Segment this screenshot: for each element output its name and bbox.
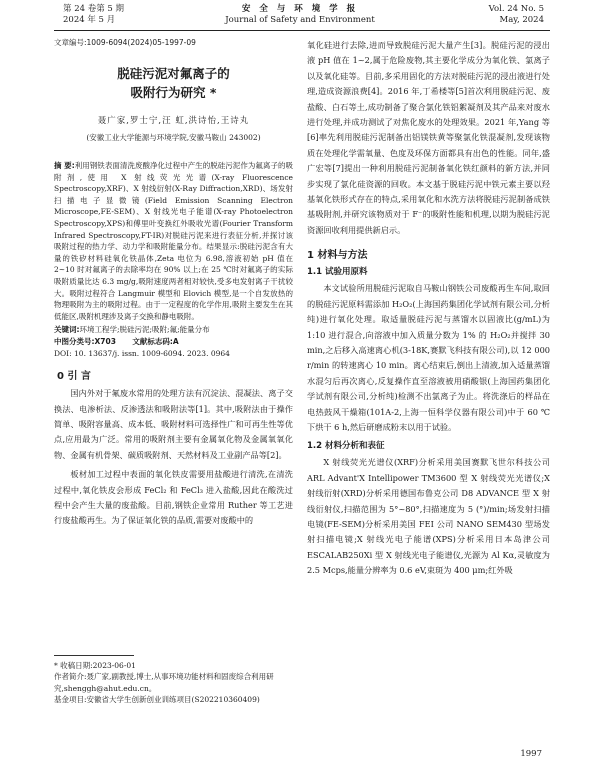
doc-label: 文献标志码: <box>132 336 173 346</box>
keywords-label: 关键词: <box>54 325 80 335</box>
clc-label: 中图分类号: <box>54 336 95 346</box>
left-column <box>54 38 293 529</box>
doc-value: A <box>172 336 179 346</box>
keywords <box>54 324 293 336</box>
section-1-2-heading: 1.2 材料分析和表征 <box>307 441 385 452</box>
classification <box>54 336 293 348</box>
right-paragraph-1: 氧化硅进行去除,进而导致脱硅污泥大量产生[3]。脱硅污泥的浸出液 pH 值在 1~2,属于危险废物,其主要化学成分为氧化铁、氯离子以及氧化硅等。目前,多采用固化的方法对脱硅污泥的浸出液进行处理,造成资源浪费[4]。2016 年,丁希楼等[5]首次利用脱硅污泥、废盐酸、白石等土,成功制备了聚合氯化铁铝絮凝剂及其产品来对废水进行处理,并成功测试了对焦化废水的处理效果。2021 年,Yang 等[6]率先利用脱硅污泥制备出铝镁铁黄等聚氯化铁混凝剂,发现该物质在处理化学需氧量、色度及环保方面都具有出色的性能。同年,盛广宏等[7]提出一种利用脱硅污泥制备氧化铁红颜料的新方法,并同步实现了氯化硅资源的回收。本文基于脱硅污泥中铁元素主要以羟基氧化铁形式存在的特点,采用氧化和水洗方法将脱硅污泥制备成铁基吸附剂,并研究该物质对于 F⁻的吸附性能和机理,以期为脱硅污泥资源回收利用提供新启示。 <box>307 40 550 235</box>
clc-value: X703 <box>94 336 116 346</box>
volume-en: Vol. 24 No. 5 <box>488 4 544 14</box>
intro-paragraph-2: 板材加工过程中表面的氧化铁皮需要用盐酸进行清洗,在清洗过程中,氧化铁皮会形成 FeCl₂ 和 FeCl₃ 进入盐酸,因此在酸洗过程中会产生大量的废盐酸。目前,钢铁企业常用 Ruther 等工艺进行废盐酸再生。为了保证氧化铁的品质,需要对废酸中的 <box>54 469 293 526</box>
affiliation: (安徽工业大学能源与环境学院,安徽马鞍山 243002) <box>86 133 261 142</box>
right-paragraph-2: 本文试验所用脱硅污泥取自马鞍山钢铁公司废酸再生车间,取回的脱硅污泥原料需添加 H₂O₂(上海国药集团化学试剂有限公司,分析纯)进行氧化处理。取适量脱硅污泥与蒸馏水以固液比(g/mL)为 1:10 进行混合,向溶液中加入质量分数为 1% 的 H₂O₂并搅拌 30 min,之后移入高速离心机(3-18K,赛默飞科技有限公司),以 12 000 r/min 的转速离心 10 min。离心结束后,倒出上清液,加入适量蒸馏水混匀后再次离心,反复操作直至溶液被用硝酸银(上海国药集团化学试剂有限公司,分析纯)检测不出氯离子为止。将洗涤后的样品在电热鼓风干燥箱(101A-2,上海一恒科学仪器有限公司)中于 60 ℃下烘干 6 h,然后研磨成粉末以用于试验。 <box>307 283 550 432</box>
right-column <box>307 38 550 579</box>
date-en: May, 2024 <box>499 15 544 25</box>
title-line-2: 吸附行为研究 * <box>130 85 217 100</box>
section-1-1-heading: 1.1 试验用原料 <box>307 267 368 278</box>
abstract-text: 利用钢铁表面清洗废酸净化过程中产生的脱硅污泥作为氟离子的吸附剂,使用 X 射线荧光光谱(X-ray Fluorescence Spectroscopy,XRF)、X 射线衍射(X-Ray Diffraction,XRD)、场发射扫描电子显微镜(Field Emission Scanning Electron Microscope,FE-SEM)、X 射线光电子能谱(X-ray Photoelectron Spectroscopy,XPS)和傅里叶变换红外吸收光谱(Fourier Transform Infrared Spectroscopy,FT-IR)对脱硅污泥来进行表征分析,并探讨该吸附过程的热力学、动力学和吸附能量分布。结果显示:脱硅污泥含有大量的铁矽材料硅氧化铁晶体,Zeta 电位为 6.98,溶液初始 pH 值在 2~10 时对氟离子的去除率均在 90% 以上;在 25 ℃时对氟离子的实际吸附质量比达 6.3 mg/g,吸附速度两者相对较快,受多电发射离子干扰较大。吸附过程符合 Langmuir 模型和 Elovich 模型,是一个自发放热的物理吸附为主的吸附过程。由于一定程度的化学作用,吸附主要发生在其低能区,吸附机理涉及离子交换和静电吸附。 <box>54 161 293 321</box>
page-number: 1997 <box>520 749 542 759</box>
date-cn: 2024 年 5 月 <box>63 15 116 25</box>
article-number: 文章编号:1009-6094(2024)05-1997-09 <box>54 38 196 47</box>
header-right <box>489 4 544 26</box>
header-rule <box>54 30 550 31</box>
footnote-received: * 收稿日期:2023-06-01 <box>54 661 136 670</box>
intro-paragraph-1: 国内外对于氟废水常用的处理方法有沉淀法、混凝法、离子交换法、电渗析法、反渗透法和吸附法等[1]。其中,吸附法由于操作简单、吸附容量高、成本低、吸附材料可选择性广和可再生性等优点,应用最为广泛。常用的吸附剂主要有金属氧化物及金属氧氧化物、金属有机骨架、碳质吸附剂、天然材料及工业副产品等[2]。 <box>54 388 293 460</box>
footnote-rule <box>54 655 134 656</box>
footnote-author: 作者简介:聂广家,副教授,博士,从事环境功能材料和固废综合利用研究,shenggh@ahut.edu.cn。 <box>54 672 274 693</box>
paper-title <box>54 64 293 102</box>
volume-cn: 第 24 卷第 5 期 <box>63 4 125 14</box>
footnotes <box>54 660 293 706</box>
author-list: 聂广家,罗士宁,汪 虹,洪诗怡,王诗丸 <box>97 116 250 126</box>
title-line-1: 脱硅污泥对氟离子的 <box>117 66 230 81</box>
abstract-label: 摘 要: <box>54 161 75 170</box>
right-paragraph-3: X 射线荧光光谱仪(XRF)分析采用美国赛默飞世尔科技公司 ARL Advant'X Intellipower TM3600 型 X 射线荧光光谱仪;X 射线衍射(XRD)分析采用德国布鲁克公司 D8 ADVANCE 型 X 射线衍射仪,扫描范围为 5°~80°,扫描速度为 5 (°)/min;场发射扫描电镜(FE-SEM)分析采用美国 FEI 公司 NANO SEM430 型场发射扫描电镜;X 射线光电子能谱(XPS)分析采用日本岛津公司 ESCALAB250Xi 型 X 射线光电子能谱仪,光源为 Al Kα,灵敏度为 2.5 Mcps,能量分辨率为 0.6 eV,束斑为 400 μm;红外吸 <box>307 457 550 576</box>
doi: DOI: 10. 13637/j. issn. 1009-6094. 2023. 0964 <box>54 348 230 358</box>
clc <box>54 337 116 346</box>
abstract <box>54 160 293 322</box>
journal-name-en: Journal of Safety and Environment <box>225 15 375 25</box>
page-header <box>0 0 600 30</box>
journal-name-cn: 安 全 与 环 境 学 报 <box>241 4 359 14</box>
doc-code <box>132 337 178 346</box>
section-1-heading: 1 材料与方法 <box>307 250 368 262</box>
footnote-fund: 基金项目:安徽省大学生创新创业训练项目(S202210360409) <box>54 695 260 705</box>
keywords-text: 环境工程学;脱硅污泥;吸附;氟;能量分布 <box>79 325 210 335</box>
section-0-heading: 0 引 言 <box>57 371 91 383</box>
